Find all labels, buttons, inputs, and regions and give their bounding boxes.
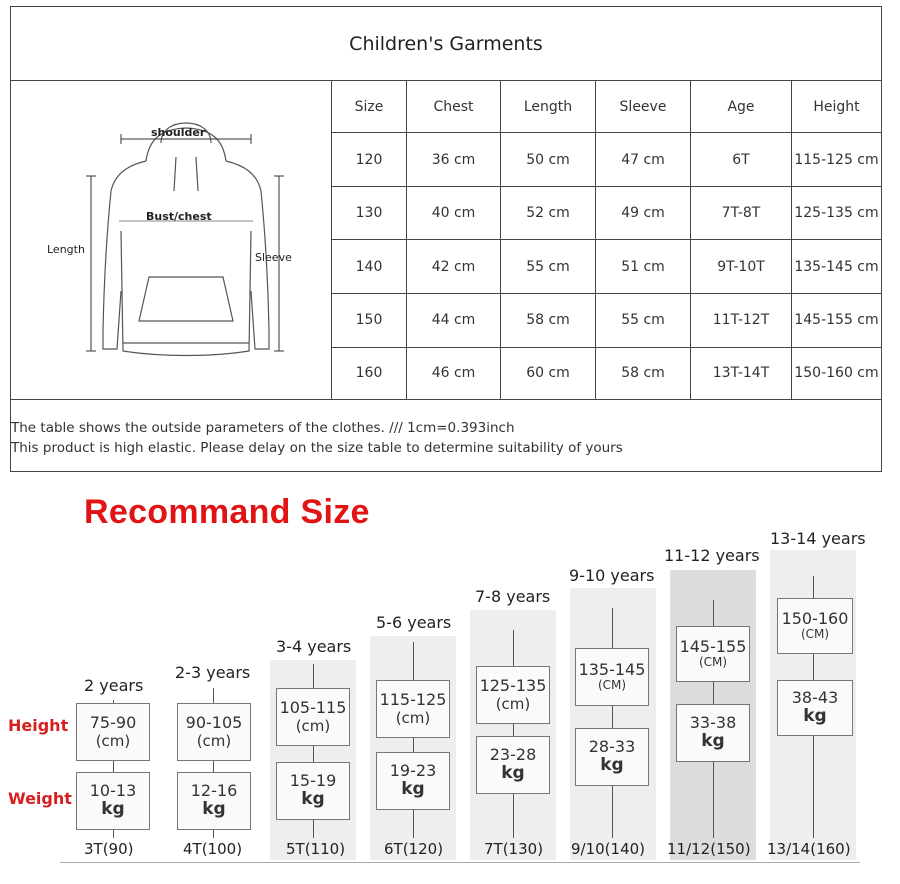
cell-size: 160: [332, 347, 407, 399]
height-value: 145-155: [679, 636, 747, 656]
age-label: 11-12 years: [664, 546, 760, 565]
cell-chest: 36 cm: [407, 133, 501, 187]
height-unit: (CM): [597, 678, 627, 693]
cell-height: 145-155 cm: [792, 293, 882, 347]
size-label: 4T(100): [183, 840, 243, 858]
height-value: 105-115: [279, 698, 347, 718]
weight-unit: kg: [401, 779, 425, 800]
weight-box: [76, 772, 150, 830]
height-box: [177, 703, 251, 761]
column-background: [570, 588, 656, 860]
size-label: 6T(120): [384, 840, 444, 858]
height-box: [676, 626, 750, 682]
cell-age: 6T: [691, 133, 792, 187]
weight-box: [376, 752, 450, 810]
header-chest: Chest: [407, 81, 501, 133]
size-chart-title: Children's Garments: [11, 7, 881, 81]
cell-size: 140: [332, 240, 407, 294]
height-value: 75-90: [89, 713, 137, 733]
height-unit: (cm): [395, 708, 431, 727]
cell-size: 150: [332, 293, 407, 347]
shoulder-label: shoulder: [151, 126, 206, 139]
note-measurement: The table shows the outside parameters of the clothes. /// 1cm=0.393inch: [11, 420, 515, 436]
cell-length: 52 cm: [501, 186, 596, 240]
cell-chest: 46 cm: [407, 347, 501, 399]
age-label: 3-4 years: [276, 637, 352, 656]
table-row: [332, 186, 881, 240]
height-unit: (cm): [196, 731, 232, 750]
age-label: 13-14 years: [770, 529, 866, 548]
cell-sleeve: 51 cm: [596, 240, 691, 294]
weight-box: [177, 772, 251, 830]
weight-value: 19-23: [389, 761, 437, 781]
height-value: 90-105: [185, 713, 243, 733]
table-row: [332, 347, 881, 399]
cell-age: 11T-12T: [691, 293, 792, 347]
height-unit: (cm): [95, 731, 131, 750]
weight-box: [676, 704, 750, 762]
header-sleeve: Sleeve: [596, 81, 691, 133]
weight-value: 38-43: [791, 688, 839, 708]
cell-sleeve: 58 cm: [596, 347, 691, 399]
height-unit: (cm): [295, 716, 331, 735]
cell-length: 60 cm: [501, 347, 596, 399]
height-box: [76, 703, 150, 761]
height-unit: (cm): [495, 694, 531, 713]
height-value: 115-125: [379, 690, 447, 710]
height-box: [376, 680, 450, 738]
size-label: 7T(130): [484, 840, 544, 858]
hoodie-figure: [11, 81, 332, 399]
cell-height: 115-125 cm: [792, 133, 882, 187]
cell-age: 7T-8T: [691, 186, 792, 240]
baseline-divider: [60, 862, 860, 863]
cell-height: 150-160 cm: [792, 347, 882, 399]
note-elastic: This product is high elastic. Please delay on the size table to determine suitability of yours: [11, 440, 623, 456]
cell-length: 55 cm: [501, 240, 596, 294]
weight-value: 15-19: [289, 771, 337, 791]
bust-label: Bust/chest: [146, 210, 212, 223]
height-row-label: Height: [8, 716, 69, 735]
recommend-title: Recommand Size: [84, 493, 370, 531]
cell-sleeve: 49 cm: [596, 186, 691, 240]
cell-size: 130: [332, 186, 407, 240]
weight-unit: kg: [600, 755, 624, 776]
height-unit: (CM): [800, 627, 830, 642]
age-label: 7-8 years: [475, 587, 551, 606]
header-age: Age: [691, 81, 792, 133]
cell-sleeve: 55 cm: [596, 293, 691, 347]
weight-box: [777, 680, 853, 736]
weight-box: [276, 762, 350, 820]
height-unit: (CM): [698, 655, 728, 670]
cell-length: 50 cm: [501, 133, 596, 187]
header-height: Height: [792, 81, 882, 133]
height-box: [276, 688, 350, 746]
sleeve-label: Sleeve: [255, 251, 292, 264]
weight-unit: kg: [202, 799, 226, 820]
weight-unit: kg: [803, 706, 827, 727]
weight-value: 33-38: [689, 713, 737, 733]
height-box: [777, 598, 853, 654]
weight-box: [575, 728, 649, 786]
height-box: [575, 648, 649, 706]
axis-line: [513, 630, 514, 838]
cell-sleeve: 47 cm: [596, 133, 691, 187]
length-label: Length: [47, 243, 85, 256]
cell-chest: 40 cm: [407, 186, 501, 240]
cell-size: 120: [332, 133, 407, 187]
cell-age: 13T-14T: [691, 347, 792, 399]
table-row: [332, 240, 881, 294]
size-label: 11/12(150): [667, 840, 751, 858]
weight-unit: kg: [101, 799, 125, 820]
size-chart: [10, 6, 882, 472]
table-header-row: [332, 81, 881, 133]
height-value: 135-145: [578, 659, 646, 679]
size-label: 5T(110): [286, 840, 346, 858]
height-box: [476, 666, 550, 724]
age-label: 5-6 years: [376, 613, 452, 632]
weight-value: 12-16: [190, 781, 238, 801]
weight-value: 10-13: [89, 781, 137, 801]
size-table-wrap: [332, 81, 881, 399]
header-size: Size: [332, 81, 407, 133]
table-row: [332, 293, 881, 347]
weight-value: 23-28: [489, 745, 537, 765]
weight-box: [476, 736, 550, 794]
weight-value: 28-33: [588, 737, 636, 757]
cell-chest: 42 cm: [407, 240, 501, 294]
table-row: [332, 133, 881, 187]
cell-chest: 44 cm: [407, 293, 501, 347]
notes: [11, 399, 881, 472]
height-value: 125-135: [479, 676, 547, 696]
axis-line: [612, 608, 613, 838]
size-label: 13/14(160): [767, 840, 851, 858]
size-label: 9/10(140): [571, 840, 646, 858]
cell-length: 58 cm: [501, 293, 596, 347]
weight-unit: kg: [301, 789, 325, 810]
weight-row-label: Weight: [8, 789, 72, 808]
age-label: 2-3 years: [175, 663, 251, 682]
age-label: 2 years: [84, 676, 144, 695]
size-label: 3T(90): [84, 840, 134, 858]
header-length: Length: [501, 81, 596, 133]
size-table: [332, 81, 881, 399]
weight-unit: kg: [501, 763, 525, 784]
height-value: 150-160: [781, 608, 849, 628]
age-label: 9-10 years: [569, 566, 655, 585]
weight-unit: kg: [701, 731, 725, 752]
cell-age: 9T-10T: [691, 240, 792, 294]
cell-height: 135-145 cm: [792, 240, 882, 294]
cell-height: 125-135 cm: [792, 186, 882, 240]
